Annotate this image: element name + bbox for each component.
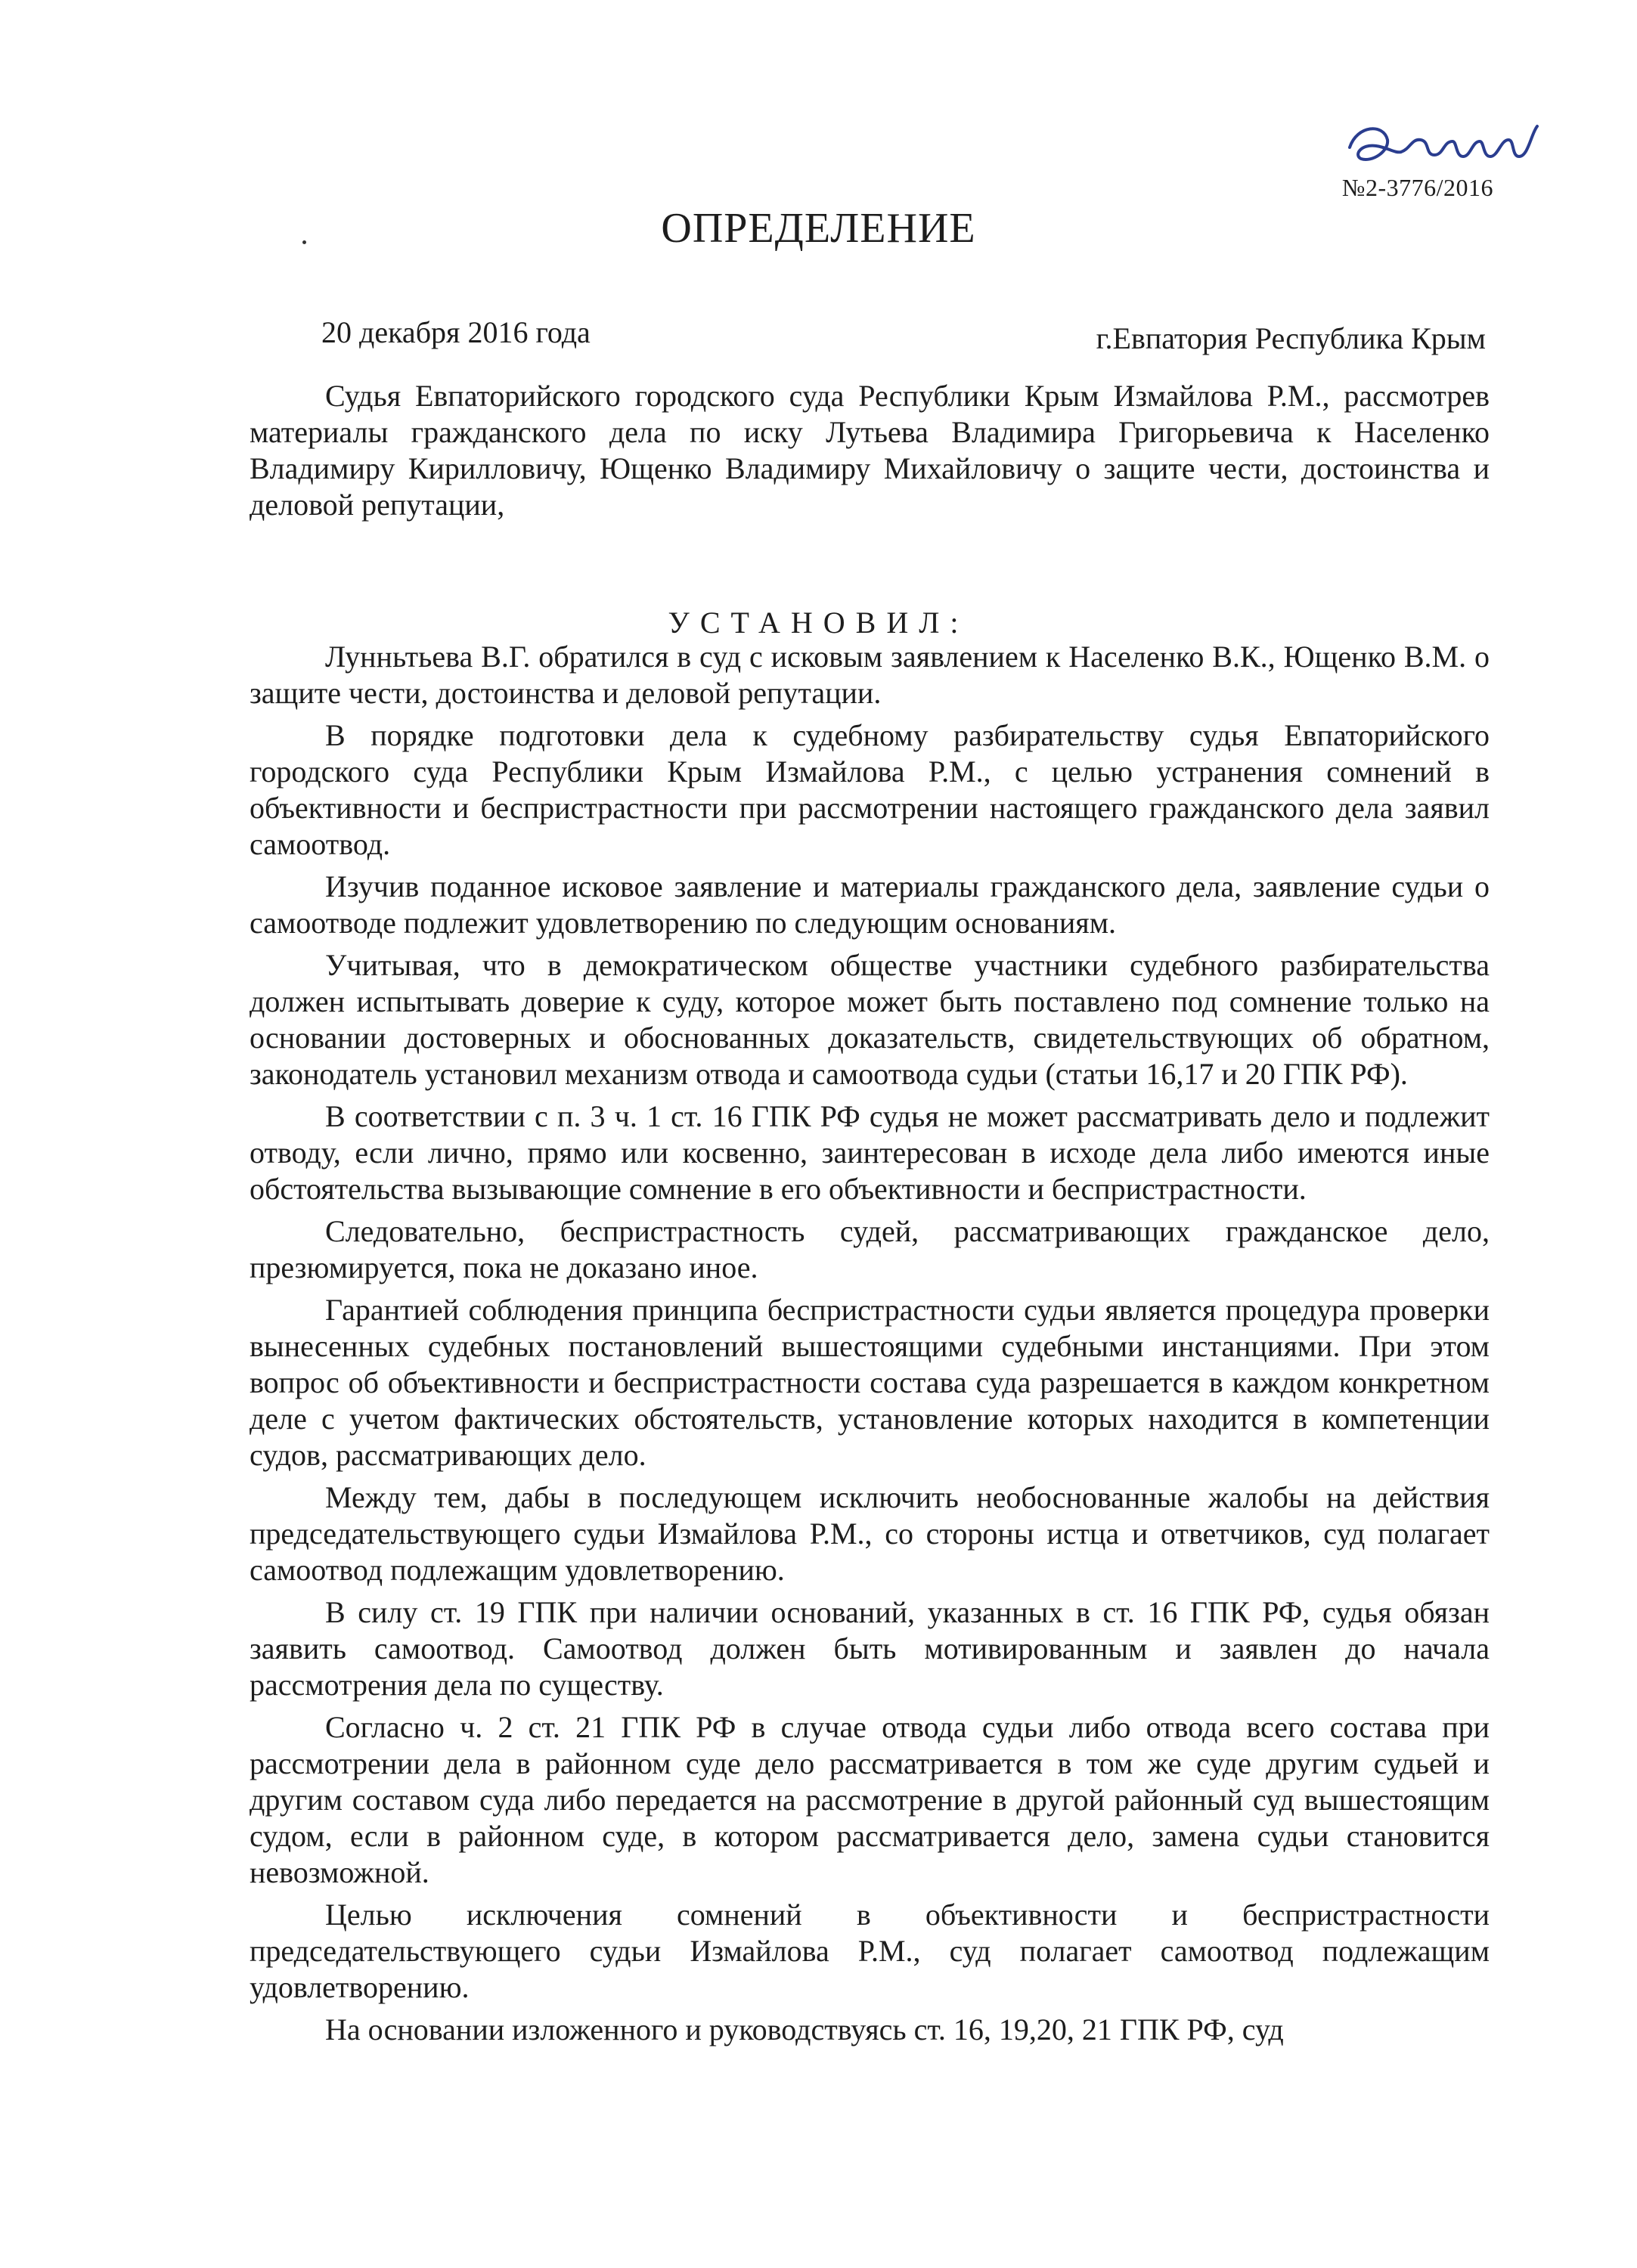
intro-paragraph: Судья Евпаторийского городского суда Республики Крым Измайлова Р.М., рассмотрев материалы гражданского дела по иску Лутьева Владимира Григорьевича к Населенко Владимиру Кирилловичу, Ющенко Владимиру Михайловичу о защите чести, достоинства и деловой репутации, bbox=[250, 379, 1490, 522]
document-title: ОПРЕДЕЛЕНИЕ bbox=[661, 205, 976, 252]
paragraph-10: Согласно ч. 2 ст. 21 ГПК РФ в случае отвода судьи либо отвода всего состава при рассмотрении дела в районном суде дело рассматривается в том же суде другим судьей и другим составом суда либо передается на рассмотрение в другой районный суд вышестоящим судом, если в районном суде, в котором рассматривается дело, замена судьи становится невозможной. bbox=[250, 1710, 1490, 1889]
paragraph-4: Учитывая, что в демократическом обществе участники судебного разбирательства должен испытывать доверие к суду, которое может быть поставлено под сомнение только на основании достоверных и обоснованных доказательств, свидетельствующих об обратном, законодатель установил механизм отвода и самоотвода судьи (статьи 16,17 и 20 ГПК РФ). bbox=[250, 948, 1490, 1091]
paragraph-6: Следовательно, беспристрастность судей, рассматривающих гражданское дело, презюмируется, пока не доказано иное. bbox=[250, 1214, 1490, 1284]
section-heading: УСТАНОВИЛ: bbox=[668, 606, 969, 640]
paragraph-8: Между тем, дабы в последующем исключить необоснованные жалобы на действия председательствующего судьи Измайлова Р.М., со стороны истца и ответчиков, суд полагает самоотвод подлежащим удовлетворению. bbox=[250, 1480, 1490, 1587]
case-number: №2-3776/2016 bbox=[1341, 174, 1493, 201]
paragraph-9: В силу ст. 19 ГПК при наличии оснований, указанных в ст. 16 ГПК РФ, судья обязан заявить самоотвод. Самоотвод должен быть мотивированным и заявлен до начала рассмотрения дела по существу. bbox=[250, 1595, 1490, 1702]
intro-block bbox=[250, 378, 1490, 523]
handwritten-copy-mark bbox=[1342, 117, 1546, 178]
paragraph-2: В порядке подготовки дела к судебному разбирательству судья Евпаторийского городского суда Республики Крым Измайлова Р.М., с целью устранения сомнений в объективности и беспристрастности при рассмотрении настоящего гражданского дела заявил самоотвод. bbox=[250, 718, 1490, 861]
main-text bbox=[250, 639, 1490, 2054]
paragraph-3: Изучив поданное исковое заявление и материалы гражданского дела, заявление судьи о самоотводе подлежит удовлетворению по следующим основаниям. bbox=[250, 869, 1490, 940]
paragraph-12: На основании изложенного и руководствуясь ст. 16, 19,20, 21 ГПК РФ, суд bbox=[325, 2012, 1284, 2046]
document-place: г.Евпатория Республика Крым bbox=[1096, 321, 1486, 355]
paragraph-11: Целью исключения сомнений в объективности и беспристрастности председательствующего судьи Измайлова Р.М., суд полагает самоотвод подлежащим удовлетворению. bbox=[250, 1898, 1490, 2004]
paragraph-1: Лунньтьева В.Г. обратился в суд с исковым заявлением к Населенко В.К., Ющенко В.М. о защите чести, достоинства и деловой репутации. bbox=[250, 640, 1490, 710]
paragraph-7: Гарантией соблюдения принципа беспристрастности судьи является процедура проверки вынесенных судебных постановлений вышестоящими судебными инстанциями. При этом вопрос об объективности и беспристрастности состава суда разрешается в каждом конкретном деле с учетом фактических обстоятельств, установление которых находится в компетенции судов, рассматривающих дело. bbox=[250, 1293, 1490, 1472]
paragraph-5: В соответствии с п. 3 ч. 1 ст. 16 ГПК РФ судья не может рассматривать дело и подлежит отводу, если лично, прямо или косвенно, заинтересован в исходе дела либо имеются иные обстоятельства вызывающие сомнение в его объективности и беспристрастности. bbox=[250, 1099, 1490, 1206]
document-date: 20 декабря 2016 года bbox=[321, 315, 591, 349]
